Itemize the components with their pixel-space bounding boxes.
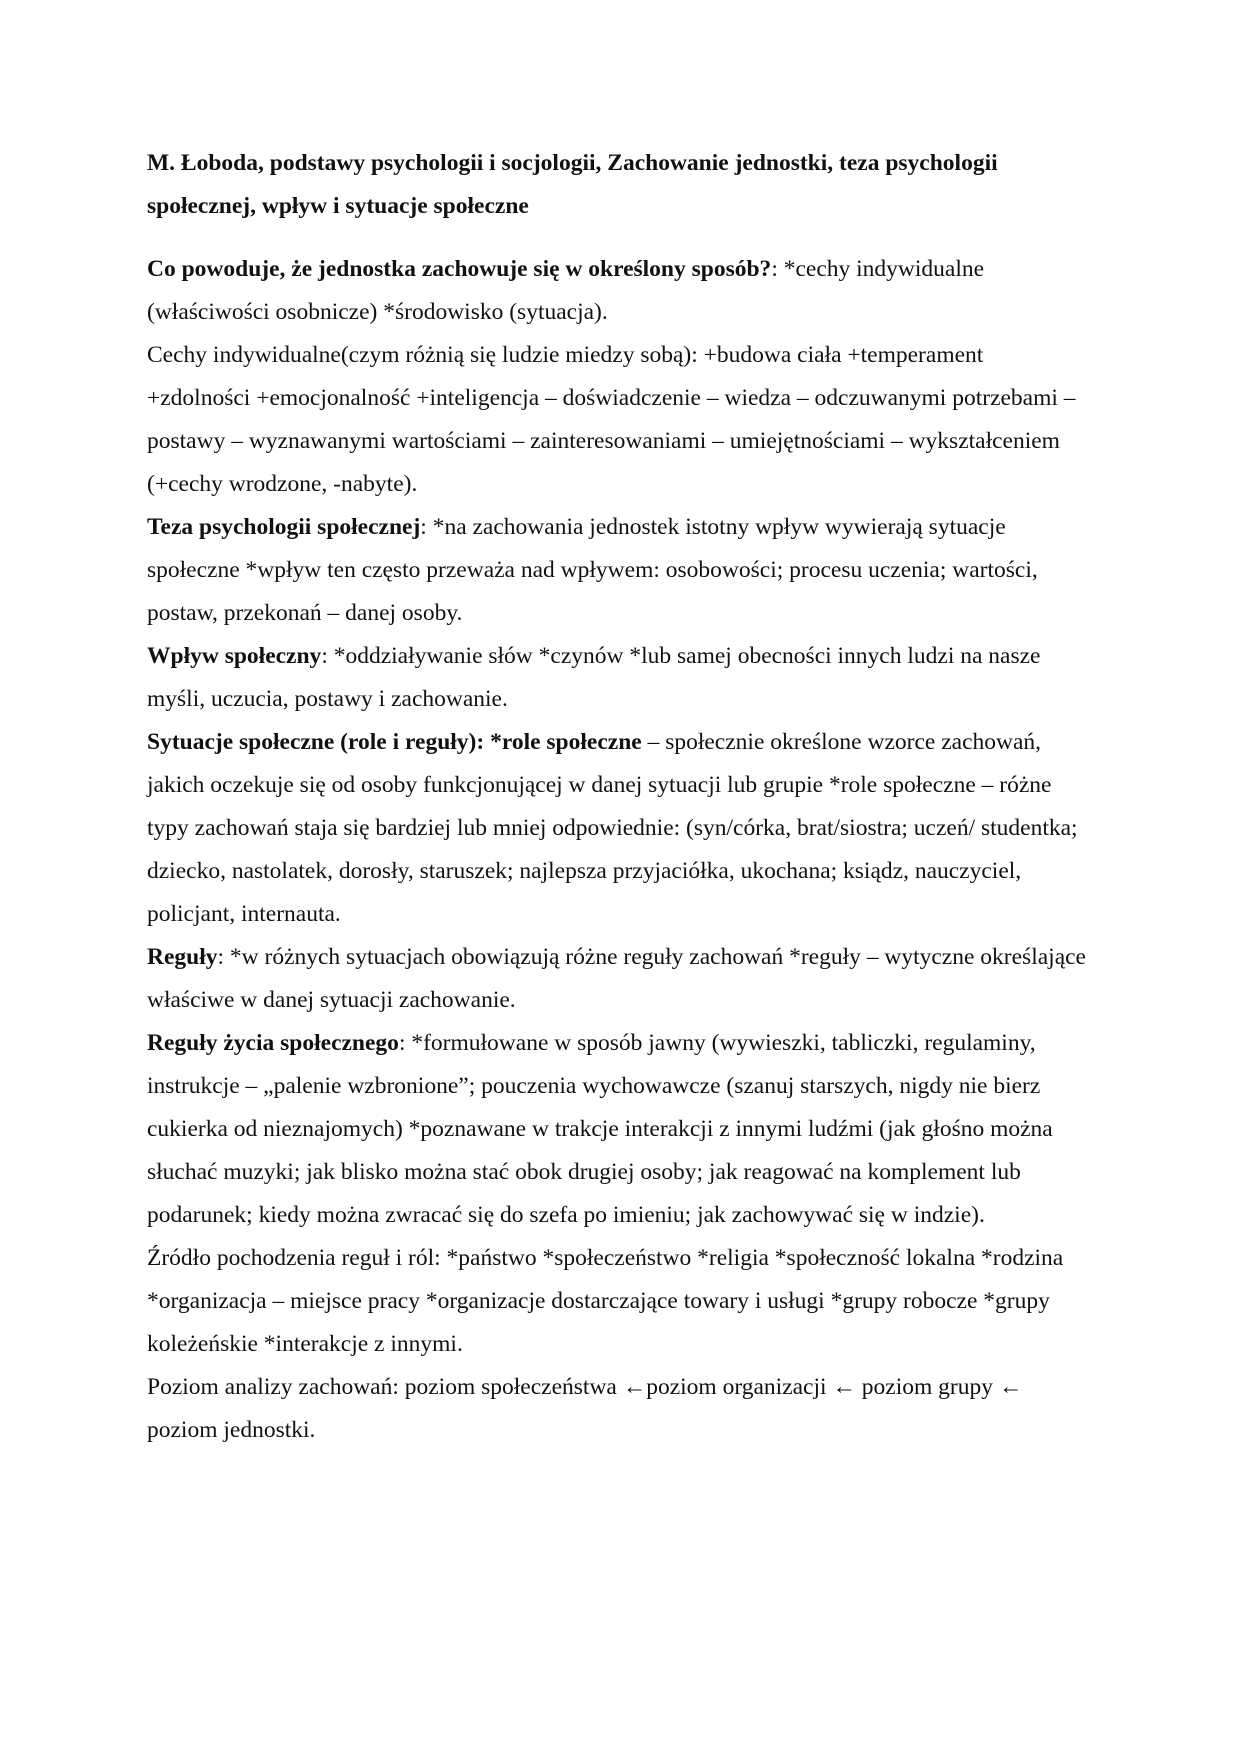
document-title: M. Łoboda, podstawy psychologii i socjologii, Zachowanie jednostki, teza psychologii społecznej, wpływ i sytuacje społeczne — [147, 150, 998, 219]
paragraph-social-influence — [147, 635, 1092, 721]
paragraph-text: : *formułowane w sposób jawny (wywieszki, tabliczki, regulaminy, instrukcje – „palenie wzbronione”; pouczenia wychowawcze (szanuj starszych, nigdy nie bierz cukierka od nieznajomych) *poznawane w trakcje interakcji z innymi ludźmi (jak głośno można słuchać muzyki; jak blisko można stać obok drugiej osoby; jak reagować na komplement lub podarunek; kiedy można zwracać się do szefa po imieniu; jak zachowywać się w indzie). — [147, 1030, 1053, 1228]
paragraph-text: : *na zachowania jednostek istotny wpływ wywierają sytuacje społeczne *wpływ ten często przeważa nad wpływem: osobowości; procesu uczenia; wartości, postaw, przekonań – danej osoby. — [147, 514, 1038, 626]
paragraph-individual-traits — [147, 334, 1092, 506]
paragraph-social-psychology-thesis — [147, 506, 1092, 635]
paragraph-text: : *w różnych sytuacjach obowiązują różne reguły zachowań *reguły – wytyczne określające właściwe w danej sytuacji zachowanie. — [147, 944, 1086, 1013]
paragraph-lead: Teza psychologii społecznej — [147, 514, 421, 540]
document-body — [147, 142, 1092, 1452]
paragraph-text: : *cechy indywidualne (właściwości osobnicze) *środowisko (sytuacja). — [147, 256, 985, 325]
paragraph-text: : *oddziaływanie słów *czynów *lub samej obecności innych ludzi na nasze myśli, uczucia, postawy i zachowanie. — [147, 643, 1041, 712]
paragraph-lead: Wpływ społeczny — [147, 643, 322, 669]
paragraph-rule-sources — [147, 1237, 1092, 1366]
paragraph-lead: Reguły życia społecznego — [147, 1030, 399, 1056]
paragraph-text: – społecznie określone wzorce zachowań, jakich oczekuje się od osoby funkcjonującej w danej sytuacji lub grupie *role społeczne – różne typy zachowań staja się bardziej lub mniej odpowiednie: (syn/córka, brat/siostra; uczeń/ studentka; dziecko, nastolatek, dorosły, staruszek; najlepsza przyjaciółka, ukochana; ksiądz, nauczyciel, policjant, internauta. — [147, 729, 1078, 927]
paragraph-causes — [147, 248, 1092, 334]
paragraph-analysis-levels — [147, 1366, 1092, 1452]
paragraph-lead: Co powoduje, że jednostka zachowuje się w określony sposób? — [147, 256, 772, 282]
paragraph-lead: Sytuacje społeczne (role i reguły): *role społeczne — [147, 729, 642, 755]
paragraph-text: Poziom analizy zachowań: poziom społeczeństwa ←poziom organizacji ← poziom grupy ← poziom jednostki. — [147, 1374, 1023, 1443]
paragraph-social-life-rules — [147, 1022, 1092, 1237]
paragraph-rules — [147, 936, 1092, 1022]
paragraph-social-situations — [147, 721, 1092, 936]
paragraph-text: Cechy indywidualne(czym różnią się ludzie miedzy sobą): +budowa ciała +temperament +zdolności +emocjonalność +inteligencja – doświadczenie – wiedza – odczuwanymi potrzebami – postawy – wyznawanymi wartościami – zainteresowaniami – umiejętnościami – wykształceniem (+cechy wrodzone, -nabyte). — [147, 342, 1076, 497]
paragraph-text: Źródło pochodzenia reguł i ról: *państwo *społeczeństwo *religia *społeczność lokalna *rodzina *organizacja – miejsce pracy *organizacje dostarczające towary i usługi *grupy robocze *grupy koleżeńskie *interakcje z innymi. — [147, 1245, 1064, 1357]
paragraph-lead: Reguły — [147, 944, 218, 970]
